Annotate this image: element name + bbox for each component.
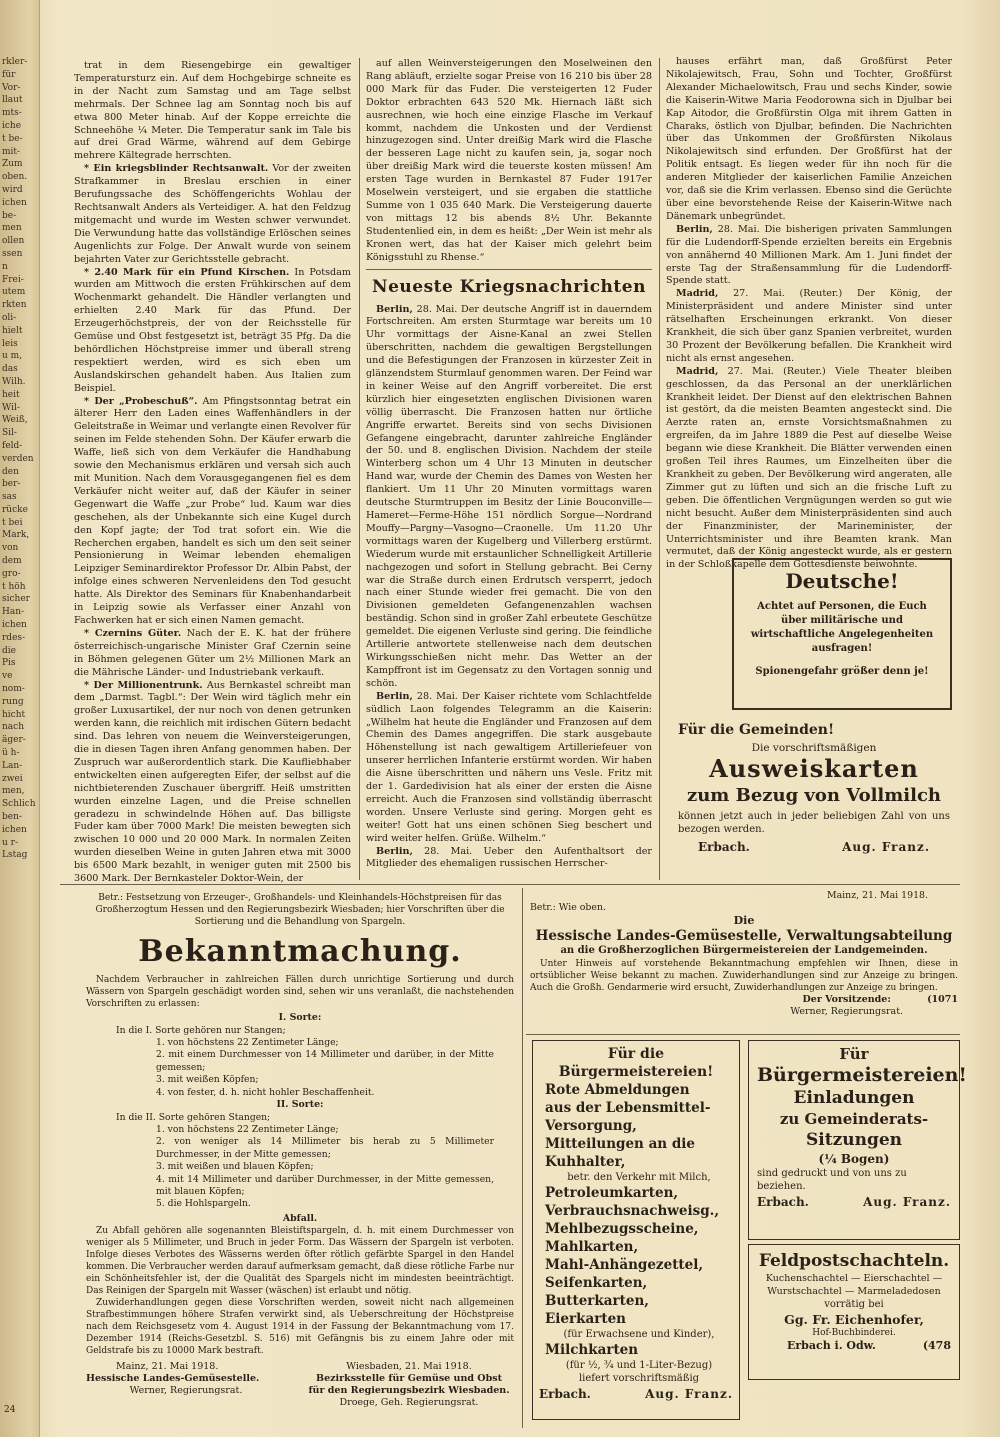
divider bbox=[366, 269, 652, 270]
margin-fragment: sas bbox=[2, 492, 17, 503]
lg-betr: Betr.: Wie oben. bbox=[530, 902, 606, 914]
bek-sign1a: Hessische Landes-Gemüsestelle. bbox=[86, 1373, 260, 1385]
article-paragraph bbox=[74, 628, 351, 680]
article-heading: Berlin, bbox=[376, 690, 413, 702]
list-item: 1. von höchstens 22 Zentimeter Länge; bbox=[156, 1124, 339, 1136]
margin-fragment: ollen bbox=[2, 236, 25, 247]
ad3-l1: Kuchenschachtel — Eierschachtel — bbox=[765, 1273, 943, 1284]
notice-landes-gemuesestelle bbox=[530, 890, 958, 1030]
margin-fragment: llaut bbox=[2, 95, 23, 106]
column-local-news bbox=[74, 60, 351, 885]
ad-gemeinden-line1: Die vorschriftsmäßigen bbox=[751, 742, 877, 754]
ad-einladungen bbox=[748, 1040, 967, 1240]
ad-gemeinden-line2: können jetzt auch in jeder beliebigen Zahl von uns bezogen werden. bbox=[678, 811, 950, 835]
margin-fragment: Schlich bbox=[2, 799, 36, 810]
margin-fragment: rücke bbox=[2, 504, 28, 515]
article-text: auf allen Weinversteigerungen den Moselweinen den Rang abläuft, erzielte sogar Preise von 16 210 bis über 28 000 Mark für das Fuder. Die versteigerten 12 Fuder Doktor erbrachten 643 520 Mk. Hiernach läßt sich ausrechnen, wie hoch eine einzige Flasche im Verkauf kommt, nachdem die Unkosten und der Verdienst hinzugezogen sind. Unter dreißig Mark wird die Flasche der besseren Lage nicht zu kaufen sein, ja, sogar noch über dreißig Mark wird die teuerste kosten müssen! Am ersten Tage wurden in Bernkastel 87 Fuder 1917er Moselwein versteigert, und sie ergaben die stattliche Summe von 1 035 640 Mark. Die Versteigerung dauerte von mittags 12 bis abends 8½ Uhr. Bekannte Studentenlied ein, in dem es heißt: „Der Wein ist mehr als Kronen wert, das hat der Kaiser mich gelehrt beim Königsstuhl zu Rhense.“ bbox=[366, 58, 652, 263]
article-heading: * Ein kriegsblinder Rechtsanwalt. bbox=[84, 163, 269, 175]
margin-fragment: die bbox=[2, 645, 16, 656]
list-item: 3. mit weißen Köpfen; bbox=[156, 1074, 259, 1086]
ad-form-item: Mahlkarten, bbox=[545, 1239, 639, 1255]
article-paragraph bbox=[666, 288, 952, 365]
bek-sorte2: II. Sorte: bbox=[276, 1099, 324, 1111]
bek-sorte1-intro: In die I. Sorte gehören nur Stangen; bbox=[116, 1024, 286, 1036]
warning-title: Deutsche! bbox=[785, 569, 899, 593]
lg-title: Hessische Landes-Gemüsestelle, Verwaltungsabteilung bbox=[535, 928, 953, 945]
margin-fragment: iche bbox=[2, 120, 22, 131]
margin-fragment: dem bbox=[2, 556, 22, 567]
ad-form-item: Mahl-Anhängezettel, bbox=[545, 1257, 704, 1273]
margin-fragment: t be- bbox=[2, 133, 23, 144]
article-paragraph bbox=[666, 366, 952, 573]
ad-form-item: Mitteilungen an die bbox=[545, 1136, 695, 1152]
margin-fragment: den bbox=[2, 466, 19, 477]
article-text: In Potsdam wurden am Mittwoch die ersten Frühkirschen auf dem Wochenmarkt gehandelt. Die Händler verlangten und erhielten 2.40 Mark für das Pfund. Der Erzeugerhöchstpreis, der von der Reichsstelle für Gemüse und Obst festgesetzt ist, beträgt 35 Pfg. Da die behördlichen Höchstpreise immer und überall streng respektiert werden, wird es sich eben um Auslandskirschen gehandelt haben. Aus Italien zum Beispiel. bbox=[74, 266, 351, 394]
article-paragraph bbox=[666, 224, 952, 289]
margin-fragment: ü h- bbox=[2, 748, 20, 759]
ad-form-item: Seifenkarten, bbox=[545, 1275, 648, 1291]
column-rule bbox=[522, 888, 523, 1428]
margin-fragment: u m, bbox=[2, 351, 23, 362]
article-heading: Berlin, bbox=[676, 223, 713, 235]
ad3-num: (478 bbox=[922, 1339, 951, 1352]
ad-gemeinden-place: Erbach. bbox=[698, 840, 750, 854]
margin-fragment: Wilh. bbox=[2, 376, 26, 387]
warning-text: Achtet auf Personen, die Euch über militärische und wirtschaftliche Angelegenheiten ausfragen! bbox=[750, 601, 934, 654]
ad-gemeinden-big2: zum Bezug von Vollmilch bbox=[686, 785, 942, 806]
article-paragraph bbox=[366, 304, 652, 691]
margin-fragment: men bbox=[2, 223, 22, 234]
page-corner-number: 24 bbox=[4, 1405, 16, 1415]
lg-die: Die bbox=[733, 913, 755, 927]
ad1-firm: Aug. Franz. bbox=[645, 1387, 733, 1401]
ad-feldpostschachteln bbox=[748, 1244, 960, 1380]
margin-fragment: hielt bbox=[2, 325, 23, 336]
ad-form-item: (für Erwachsene und Kinder), bbox=[563, 1329, 715, 1340]
ad3-l3: vorrätig bei bbox=[824, 1299, 884, 1310]
margin-fragment: rung bbox=[2, 696, 24, 707]
margin-fragment: leis bbox=[2, 338, 18, 349]
margin-fragment: äger- bbox=[2, 735, 26, 746]
lg-sub: an die Großherzoglichen Bürgermeistereien der Landgemeinden. bbox=[560, 945, 928, 957]
ad2-e4: (¼ Bogen) bbox=[818, 1152, 890, 1166]
lg-dateline: Mainz, 21. Mai 1918. bbox=[826, 890, 928, 901]
ad2-firm: Aug. Franz. bbox=[863, 1195, 951, 1209]
article-text: 28. Mai. Der deutsche Angriff ist in dauerndem Fortschreiten. Am ersten Sturmtage war bereits um 10 Uhr vormittags der Aisne-Kanal an zwei Stellen überschritten, nachdem die gewaltigen Bergstellungen und die Befestigungen der Franzosen in kürzester Zeit in glänzendstem Sturmlauf genommen waren. Der Feind war in keiner Weise auf den Angriff vorbereitet. Die erst kürzlich hier eingesetzten englischen Divisionen waren völlig überrascht. Die Franzosen hatten nur örtliche Angriffe erwartet. Bereits sind von sechs Divisionen Gefangene eingebracht, darunter zahlreiche Engländer der 50. und 8. englischen Division. Nachdem der steile Winterberg schon um 4 Uhr 13 Minuten in deutscher Hand war, wurde der Chemin des Dames von Westen her flankiert. Um 11 Uhr 20 Minuten vormittags waren deutsche Sturmtruppen im Besitz der Linie Bouconville—Hameret—Ferme-Höhe 151 nördlich Sorgue—Nordrand Mouffy—Pargny—Vasogno—Craonelle. Um 11.20 Uhr vormittags waren der Kugelberg und Villerberg erstürmt. Wiederum wurde mit erstaunlicher Schnelligkeit Artillerie nachgezogen und sofort in Stellung gebracht. Bei Cerny war die Straße durch einen Erdrutsch versperrt, jedoch nach einer Stunde wieder frei gemacht. Die von den Divisionen gemeldeten Gefangenenzahlen wachsen beständig. Schon sind in großer Zahl erbeutete Geschütze gemeldet. Die eigenen Verluste sind gering. Die feindliche Artillerie antwortete stellenweise nach dem deutschen Wirkungsschießen nicht mehr. Das Wetter an der Kampffront ist im Gegensatz zu den Vortagen sonnig und schön. bbox=[366, 303, 652, 689]
ad-form-item: Rote Abmeldungen bbox=[545, 1082, 690, 1098]
bek-sign1b: Werner, Regierungsrat. bbox=[129, 1385, 243, 1397]
article-heading: Madrid, bbox=[676, 365, 719, 377]
margin-fragment: oben. bbox=[2, 172, 28, 183]
article-paragraph bbox=[366, 691, 652, 846]
ad2-fuer: Für bbox=[839, 1045, 869, 1063]
bek-abfall: Abfall. bbox=[282, 1212, 318, 1224]
margin-fragment: rkler- bbox=[2, 57, 28, 67]
list-item: 2. mit einem Durchmesser von 14 Millimeter und darüber, in der Mitte gemessen; bbox=[156, 1049, 494, 1073]
margin-fragment: sicher bbox=[2, 594, 30, 605]
list-item: 4. von fester, d. h. nicht hohler Beschaffenheit. bbox=[156, 1086, 375, 1098]
ad2-text: sind gedruckt und von uns zu beziehen. bbox=[757, 1168, 907, 1192]
article-text: trat in dem Riesengebirge ein gewaltiger Temperatursturz ein. Auf dem Hochgebirge schneite es in der Nacht zum Samstag und am Tage selbst mehrmals. Der Schnee lag am Sonntag noch bis auf etwa 800 Meter hinab. Auf der Koppe erreichte die Schneehöhe ¼ Meter. Die Temperatur sank im Tale bis auf drei Grad Wärme, während auf dem Gebirge mehrere Kältegrade herrschten. bbox=[74, 60, 351, 162]
ad-form-item: Verbrauchsnachweisg., bbox=[545, 1203, 720, 1219]
ad-form-item: Milchkarten bbox=[545, 1342, 639, 1358]
bek-mainz-date: Mainz, 21. Mai 1918. bbox=[116, 1361, 219, 1373]
margin-fragment: Wil- bbox=[2, 402, 20, 413]
warning-box-deutsche bbox=[732, 558, 952, 710]
margin-fragment: t höh bbox=[2, 581, 26, 592]
section-heading-war-news: Neueste Kriegsnachrichten bbox=[372, 276, 646, 297]
ad-form-item: Petroleumkarten, bbox=[545, 1185, 679, 1201]
ad3-place: Erbach i. Odw. bbox=[787, 1339, 876, 1352]
article-text: 28. Mai. Der Kaiser richtete vom Schlachtfelde südlich Laon folgendes Telegramm an die Kaiserin: „Wilhelm hat heute die Engländer und Franzosen auf dem Chemin des Dames angegriffen. Die stark ausgebaute Höhenstellung ist nach gewaltigem Artilleriefeuer von unserer herrlichen Infanterie erstürmt worden. Wir haben die Aisne überschritten und nähern uns Vesle. Fritz mit der 1. Gardedivision hat als einer der ersten die Aisne erreicht. Auch die Franzosen sind vollständig überrascht worden. Unsere Verluste sind gering. Morgen geht es weiter! Gott hat uns einen schönen Sieg beschert und wird weiter helfen. Grüße. Wilhelm.“ bbox=[366, 690, 652, 844]
margin-fragment: rdes- bbox=[2, 632, 26, 643]
bek-sign2a: Bezirksstelle für Gemüse und Obst bbox=[316, 1373, 502, 1385]
margin-fragment: von bbox=[2, 543, 19, 554]
ad2-e2: zu Gemeinderats- bbox=[779, 1110, 929, 1128]
article-text: 27. Mai. (Reuter.) Der König, der Ministerpräsident und andere Minister sind unter rätselhaften Erscheinungen erkrankt. Von dieser Krankheit, die sich über ganz Spanien verbreitet, wurden 30 Prozent der Bevölkerung befallen. Die Krankheit wird nicht als ernst angesehen. bbox=[666, 288, 952, 364]
article-paragraph bbox=[666, 56, 952, 224]
section-rule bbox=[526, 1034, 960, 1035]
article-text: 28. Mai. Ueber den Aufenthaltsort der Mitglieder des ehemaligen russischen Herrscher- bbox=[366, 845, 652, 870]
article-heading: * 2.40 Mark für ein Pfund Kirschen. bbox=[84, 266, 290, 278]
ad2-title: Bürgermeistereien! bbox=[757, 1064, 967, 1086]
list-item: 2. von weniger als 14 Millimeter bis herab zu 5 Millimeter Durchmesser, in der Mitte gemessen; bbox=[156, 1136, 494, 1160]
article-heading: Madrid, bbox=[676, 288, 719, 300]
article-text: Nach der E. K. hat der frühere österreichisch-ungarische Minister Graf Czernin seine in Böhmen gelegenen Güter um 2½ Millionen Mark an die Mährische Länder- und Industriebank verkauft. bbox=[74, 627, 351, 678]
column-rule bbox=[359, 58, 360, 880]
warning-footer: Spionengefahr größer denn je! bbox=[755, 666, 929, 677]
margin-fragment: zwei bbox=[2, 773, 23, 784]
ad3-firm: Gg. Fr. Eichenhofer, bbox=[784, 1312, 924, 1327]
ad-form-item: Kuhhalter, bbox=[545, 1154, 626, 1170]
margin-fragment: verden bbox=[2, 453, 34, 464]
margin-fragment: Zum bbox=[2, 159, 23, 170]
margin-fragment: feld- bbox=[2, 440, 23, 451]
bek-title: Bekanntmachung. bbox=[138, 934, 462, 969]
list-item: 3. mit weißen und blauen Köpfen; bbox=[156, 1161, 314, 1173]
ad-form-item: Eierkarten bbox=[545, 1311, 626, 1327]
ad-form-item: aus der Lebensmittel- bbox=[545, 1100, 711, 1116]
ad-gemeinden bbox=[678, 720, 950, 880]
article-text: 27. Mai. (Reuter.) Viele Theater bleiben geschlossen, da das Personal an der unerklärlichen Krankheit leidet. Der Dienst auf den elektrischen Bahnen ist gestört, da die meisten Beamten angesteckt sind. Die Aerzte raten an, ernste Vorsichtsmaßnahmen zu ergreifen, da im Jahre 1889 die Pest auf dieselbe Weise begann wie diese Krankheit. Die Blätter verwenden einen großen Teil ihres Raumes, um Einzelheiten über die Krankheit zu geben. Der Bevölkerung wird angeraten, alle Zimmer gut zu lüften und sich an die frische Luft zu geben. Die öffentlichen Vergnügungen werden so gut wie nicht besucht. Außer dem Ministerpräsidenten sind auch der Finanzminister, der Marineminister, der Unterrichtsminister und ihre Beamten krank. Man vermutet, daß der König angesteckt wurde, als er gestern in der Schloßkapelle dem Gottesdienste beiwohnte. bbox=[666, 365, 952, 571]
ad-form-item: Versorgung, bbox=[545, 1118, 637, 1134]
margin-fragment: t bei bbox=[2, 517, 23, 528]
lg-vors: Der Vorsitzende: bbox=[802, 993, 891, 1005]
margin-fragment: ichen bbox=[2, 824, 27, 835]
margin-fragment: nom- bbox=[2, 684, 25, 695]
left-page-margin-fragments bbox=[0, 0, 40, 1437]
section-rule bbox=[60, 884, 960, 885]
margin-fragment: heit bbox=[2, 389, 20, 400]
margin-fragment: mts- bbox=[2, 108, 22, 119]
bek-intro: Nachdem Verbraucher in zahlreichen Fällen durch unrichtige Sortierung und durch Wässern von Spargeln geschädigt worden sind, sehen wir uns veranlaßt, die nachstehenden Vorschriften zu erlassen: bbox=[86, 975, 514, 1009]
column-rule bbox=[659, 58, 660, 880]
article-text: Am Pfingstsonntag betrat ein älterer Herr den Laden eines Waffenhändlers in der Geleitstraße in Weimar und verlangte einen Revolver für seinen im Felde stehenden Sohn. Der Käufer erwarb die Waffe, ließ sich von dem Verkäufer die Handhabung sowie den Mechanismus erklären und versah sich auch mit Munition. Nach dem Vorausgegangenen fiel es dem Verkäufer nicht weiter auf, daß der Käufer in seiner Gegenwart die Waffe „zur Probe“ lud. Kaum war dies geschehen, als der Unbekannte sich eine Kugel durch den Kopf jagte; der Tod trat sofort ein. Wie die Recherchen ergaben, handelt es sich um den seit seiner Pensionierung in Weimar lebenden ehemaligen Leipziger Seminardirektor Professor Dr. Albin Pabst, der infolge eines schweren Nervenleidens den Tod gesucht hatte. Als Direktor des Seminars für Knabenhandarbeit in Leipzig sowie als Verfasser einer Anzahl von Fachwerken hat er sich einen Namen gemacht. bbox=[74, 395, 351, 626]
article-heading: * Der „Probeschuß“. bbox=[84, 395, 198, 407]
lg-text: Unter Hinweis auf vorstehende Bekanntmachung empfehlen wir Ihnen, diese in ortsüblicher Weise bekannt zu machen. Zuwiderhandlungen sind zur Anzeige zu bringen. Auch die Großh. Gendarmerie wird ersucht, Zuwiderhandlungen zur Anzeige zu bringen. bbox=[530, 958, 958, 993]
margin-fragment: ber- bbox=[2, 479, 21, 490]
margin-fragment: Pis bbox=[2, 658, 16, 669]
bek-sign2c: Droege, Geh. Regierungsrat. bbox=[339, 1397, 479, 1409]
margin-fragment: be- bbox=[2, 210, 17, 221]
list-item: 4. mit 14 Millimeter und darüber Durchmesser, in der Mitte gemessen, mit blauen Köpfen; bbox=[156, 1173, 494, 1198]
article-paragraph bbox=[366, 58, 652, 265]
article-paragraph bbox=[366, 846, 652, 872]
ad-form-item: (für ½, ¾ und 1-Liter-Bezug) bbox=[565, 1360, 713, 1371]
margin-fragment: hicht bbox=[2, 709, 26, 720]
margin-fragment: Vor- bbox=[2, 82, 21, 93]
lg-num: (1071 bbox=[927, 993, 958, 1005]
margin-fragment: oli- bbox=[2, 312, 17, 323]
article-text: 28. Mai. Die bisherigen privaten Sammlungen für die Ludendorff-Spende erzielten bereits ein Ergebnis von annähernd 40 Millionen Mark. Am 1. Juni findet der erste Tag der Straßensammlung für die Ludendorff-Spende statt. bbox=[666, 223, 952, 287]
margin-fragment: Mark, bbox=[2, 530, 30, 541]
article-paragraph bbox=[74, 396, 351, 628]
bek-sorte2-intro: In die II. Sorte gehören Stangen; bbox=[116, 1111, 271, 1123]
ad-form-item: betr. den Verkehr mit Milch, bbox=[567, 1172, 711, 1183]
margin-fragment: Lan- bbox=[2, 760, 23, 771]
bek-wiesbaden-date: Wiesbaden, 21. Mai 1918. bbox=[346, 1361, 472, 1373]
margin-fragment: n bbox=[2, 261, 8, 272]
article-heading: Berlin, bbox=[376, 845, 413, 857]
margin-fragment: wird bbox=[2, 184, 23, 195]
article-text: hauses erfährt man, daß Großfürst Peter Nikolajewitsch, Frau, Sohn und Tochter, Großfürst Alexander Michaelowitsch, Frau und sechs Kinder, sowie die Kaiserin-Witwe Maria Feodorowna sich in Djulbar bei Kap Aitodor, die Großfürstin Olga mit ihrem Gatten in Charaks, östlich von Djulbar, befinden. Die Nachrichten über das Unkommen der Großfürsten Nikolaus Nikolajewitsch sind erfunden. Der Großfürst hat der Politik entsagt. Es liegen weder für ihn noch für die anderen Mitglieder der kaiserlichen Familie Anzeichen vor, daß sie die Krim verlassen. Ebenso sind die Gerüchte über eine bevorstehende Reise der Kaiserin-Witwe nach Dänemark unbegründet. bbox=[666, 56, 952, 222]
bek-betr: Betr.: Festsetzung von Erzeuger-, Großhandels- und Kleinhandels-Höchstpreisen für das Großherzogtum Hessen und den Regierungsbezirk Wiesbaden; hier Vorschriften über die Sortierung und die Behandlung von Spargeln. bbox=[95, 893, 505, 927]
ad2-place: Erbach. bbox=[757, 1195, 809, 1209]
margin-fragment: ben- bbox=[2, 812, 22, 823]
ad-form-item: liefert vorschriftsmäßig bbox=[578, 1373, 700, 1384]
margin-fragment: Sil- bbox=[2, 428, 17, 439]
margin-fragment: u r- bbox=[2, 837, 19, 848]
margin-fragment: rkten bbox=[2, 300, 27, 311]
margin-fragment: Frei- bbox=[2, 274, 24, 285]
column-war-news bbox=[366, 58, 652, 880]
bek-abfall-text: Zu Abfall gehören alle sogenannten Bleistiftspargeln, d. h. mit einem Durchmesser von weniger als 5 Millimeter, und Bruch in jeder Form. Das Wässern der Spargeln ist verboten. Infolge dieses Verbotes des Wässerns werden öfter rötlich gefärbte Spargel in den Handel kommen. Die Verbraucher werden darauf aufmerksam gemacht, daß diese rötliche Farbe nur ein Schönheitsfehler ist, der die Qualität des Spargels nicht im mindesten beeinträchtigt. Das Reinigen der Spargeln mit Wasser (wäschen) ist erlaubt und nötig. bbox=[86, 1226, 514, 1297]
ad2-e3: Sitzungen bbox=[805, 1130, 903, 1150]
article-heading: * Der Millionentrunk. bbox=[84, 679, 203, 691]
margin-fragment: gro- bbox=[2, 568, 21, 579]
margin-fragment: ssen bbox=[2, 248, 23, 259]
margin-fragment: ichen bbox=[2, 620, 27, 631]
article-text: Aus Bernkastel schreibt man dem „Darmst. Tagbl.“: Der Wein wird täglich mehr ein großer Luxusartikel, der nur noch von denen getrunken werden kann, die reichlich mit irdischen Gütern bedacht sind. Das lehren von neuem die Weinversteigerungen, die in diesen Tagen ihren Anfang genommen haben. Der Zuspruch war außerordentlich stark. Die Kaufliebhaber entwickelten einen aufgeregten Eifer, der selbst auf die nichtbieterenden Zuschauer übergriff. Heiß umstritten wurden einzelne Lagen, und die Preise schnellen geradezu in schwindelnde Höhen auf. Das billigste Fuder kam über 7000 Mark! Die meisten bewegten sich zwischen 10 000 und 20 000 Mark. In normalen Zeiten wurden dieselben Weine in guten Jahren etwa mit 3000 bis 6500 Mark bezahlt, in weniger guten mit 2500 bis 3600 Mark. Der Bernkasteler Doktor-Wein, der bbox=[74, 679, 351, 885]
ad1-place: Erbach. bbox=[539, 1387, 591, 1401]
column-foreign-news bbox=[666, 56, 952, 571]
ad-form-item: Mehlbezugsscheine, bbox=[545, 1221, 699, 1237]
margin-fragment: utem bbox=[2, 287, 26, 298]
article-paragraph bbox=[74, 267, 351, 396]
bek-sorte1: I. Sorte: bbox=[278, 1012, 322, 1023]
ad-gemeinden-title: Für die Gemeinden! bbox=[678, 722, 835, 738]
article-text: Vor der zweiten Strafkammer in Breslau erschien in einer Berufungssache des Schöffengerichts Wohlau der Rechtsanwalt Anders als Verteidiger. A. hat den Feldzug mitgemacht und wurde im Westen schwer verwundet. Die Verwundung hatte das vollständige Erlöschen seines Augenlichts zur Folge. Der Anwalt wurde von seinem bejahrten Vater zur Gerichtsstelle gebracht. bbox=[74, 163, 351, 265]
ad1-title: Für die Bürgermeistereien! bbox=[558, 1046, 714, 1080]
margin-fragment: für bbox=[2, 69, 16, 80]
margin-fragment: das bbox=[2, 364, 18, 375]
article-paragraph bbox=[74, 60, 351, 163]
margin-fragment: ve bbox=[2, 671, 13, 682]
margin-fragment: ichen bbox=[2, 197, 27, 208]
margin-fragment: mit- bbox=[2, 146, 21, 157]
lg-name: Werner, Regierungsrat. bbox=[790, 1006, 904, 1018]
list-item: 5. die Hohlspargeln. bbox=[156, 1198, 251, 1210]
bek-sign2b: für den Regierungsbezirk Wiesbaden. bbox=[308, 1385, 510, 1397]
ad3-l2: Wurstschachtel — Marmeladedosen bbox=[767, 1285, 941, 1297]
article-heading: * Czernins Güter. bbox=[84, 627, 182, 639]
margin-fragment: Lstag bbox=[2, 850, 28, 861]
bek-zuwider: Zuwiderhandlungen gegen diese Vorschriften werden, soweit nicht nach allgemeinen Strafbestimmungen höhere Strafen verwirkt sind, als Ueberschreitung der Höchstpreise nach dem Reichsgesetz vom 4. August 1914 in der Fassung der Bekanntmachung vom 17. Dezember 1914 (Reichs-Gesetzbl. S. 516) mit Gefängnis bis zu einem Jahre oder mit Geldstrafe bis zu 10000 Mark bestraft. bbox=[86, 1298, 514, 1357]
ad-gemeinden-firm: Aug. Franz. bbox=[842, 840, 930, 854]
ad-buergermeistereien-forms bbox=[532, 1040, 740, 1420]
margin-fragment: Han- bbox=[2, 607, 25, 618]
article-heading: Berlin, bbox=[376, 303, 413, 315]
margin-fragment: men, bbox=[2, 786, 25, 797]
margin-fragment: nach bbox=[2, 722, 24, 733]
article-paragraph bbox=[74, 680, 351, 887]
list-item: 1. von höchstens 22 Zentimeter Länge; bbox=[156, 1037, 339, 1048]
ad-gemeinden-big1: Ausweiskarten bbox=[709, 754, 919, 783]
ad2-e1: Einladungen bbox=[793, 1088, 915, 1108]
ad3-sub: Hof-Buchbinderei. bbox=[812, 1328, 896, 1338]
article-paragraph bbox=[74, 163, 351, 266]
ad-form-item: Butterkarten, bbox=[545, 1293, 649, 1309]
margin-fragment: Weiß, bbox=[2, 415, 28, 426]
ad3-title: Feldpostschachteln. bbox=[758, 1251, 950, 1271]
bekanntmachung-notice bbox=[86, 892, 514, 1422]
